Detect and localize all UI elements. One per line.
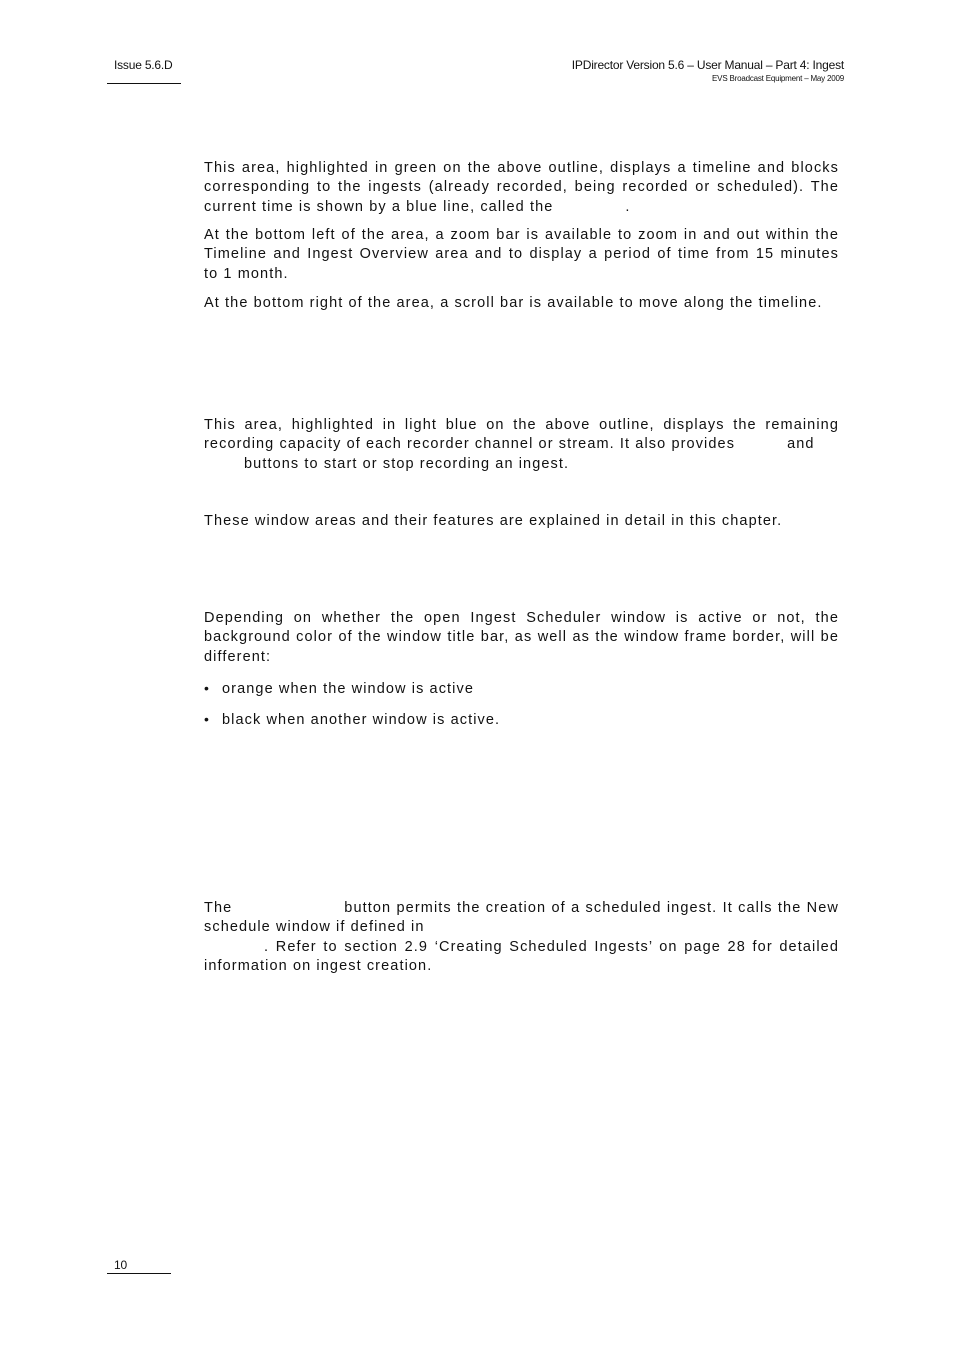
document-title: IPDirector Version 5.6 – User Manual – Part 4: Ingest (571, 58, 844, 72)
bullet-text: orange when the window is active (222, 681, 475, 697)
summary-paragraph: These window areas and their features are explained in detail in this chapter. (204, 513, 783, 529)
bullet-dot-icon: • (204, 711, 211, 727)
channel-text-c: buttons to start or stop recording an ingest. (244, 455, 570, 472)
active-paragraph: Depending on whether the open Ingest Scheduler window is active or not, the background color of the window title bar, as well as the window frame border, will be different: (204, 610, 839, 665)
bullet-dot-icon: • (204, 680, 211, 696)
channel-text-b: and (787, 436, 815, 453)
header-divider (107, 83, 181, 84)
issue-label: Issue 5.6.D (114, 58, 173, 72)
timeline-paragraph-3: At the bottom right of the area, a scroll bar is available to move along the timeline. (204, 295, 823, 311)
new-text-c: . Refer to section 2.9 ‘Creating Scheduled Ingests’ on page 28 for detailed information on ingest creation. (204, 938, 839, 974)
new-text-a: The (204, 900, 233, 916)
bullet-text: black when another window is active. (222, 712, 501, 728)
bullet-item (204, 710, 839, 730)
page-number: 10 (114, 1258, 127, 1272)
channel-paragraph (204, 416, 839, 474)
document-subtitle: EVS Broadcast Equipment – May 2009 (712, 74, 844, 83)
footer-divider (107, 1273, 171, 1274)
channel-text-a: This area, highlighted in light blue on the above outline, displays the remaining recording capacity of each recorder channel or stream. It also provides (204, 417, 839, 453)
timeline-text-a: This area, highlighted in green on the above outline, displays a timeline and blocks corresponding to the ingests (already recorded, being recorded or scheduled). The current time is shown by a blue line, called the (204, 160, 839, 215)
new-text-b: button permits the creation of a scheduled ingest. It calls the New schedule window if defined in (204, 900, 839, 936)
timeline-text-b: . (625, 198, 631, 215)
bullet-item (204, 679, 839, 699)
new-button-paragraph (204, 899, 839, 976)
timeline-paragraph-1 (204, 159, 839, 217)
timeline-paragraph-2: At the bottom left of the area, a zoom bar is available to zoom in and out within the Timeline and Ingest Overview area and to display a period of time from 15 minutes to 1 month. (204, 227, 839, 282)
